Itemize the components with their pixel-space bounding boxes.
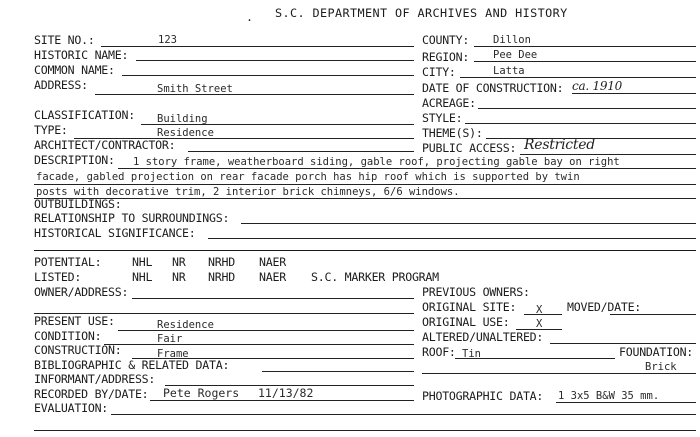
condition-value: Fair bbox=[157, 333, 183, 345]
foundation-label: FOUNDATION: bbox=[619, 345, 694, 359]
roof-label: ROOF: bbox=[422, 345, 456, 359]
recorded-date-value: 11/13/82 bbox=[258, 386, 314, 400]
photographic-data-line bbox=[556, 402, 696, 403]
moved-date-line bbox=[610, 314, 696, 315]
public-access-value: Restricted bbox=[524, 137, 596, 153]
recorded-by-label: RECORDED BY/DATE: bbox=[34, 387, 149, 401]
condition-line bbox=[104, 344, 414, 345]
marker-program-label: S.C. MARKER PROGRAM bbox=[311, 270, 439, 284]
description-line-2: facade, gabled projection on rear facade porch has hip roof which is supported by twin bbox=[36, 171, 580, 183]
owner-address-line bbox=[132, 298, 414, 299]
listed-nr: NR bbox=[172, 270, 186, 284]
region-value: Pee Dee bbox=[493, 49, 538, 61]
historical-significance-line bbox=[208, 238, 696, 239]
original-use-label: ORIGINAL USE: bbox=[422, 315, 510, 329]
city-label: CITY: bbox=[422, 65, 456, 79]
type-value: Residence bbox=[157, 127, 214, 139]
site-no-label: SITE NO.: bbox=[34, 33, 95, 47]
original-use-value: X bbox=[536, 318, 543, 330]
address-label: ADDRESS: bbox=[34, 78, 88, 92]
previous-owners-label: PREVIOUS OWNERS: bbox=[422, 285, 530, 299]
bibliographic-line bbox=[262, 371, 414, 372]
form-title: S.C. DEPARTMENT OF ARCHIVES AND HISTORY bbox=[275, 6, 568, 20]
description-rule-1 bbox=[118, 168, 696, 169]
common-name-line bbox=[122, 75, 414, 76]
historical-significance-label: HISTORICAL SIGNIFICANCE: bbox=[34, 226, 196, 240]
acreage-line bbox=[478, 108, 696, 109]
relationship-label: RELATIONSHIP TO SURROUNDINGS: bbox=[34, 211, 230, 225]
listed-label: LISTED: bbox=[34, 270, 82, 284]
site-no-line bbox=[101, 46, 414, 47]
common-name-label: COMMON NAME: bbox=[34, 63, 115, 77]
altered-line bbox=[550, 343, 696, 344]
original-site-value: X bbox=[536, 304, 543, 316]
county-value: Dillon bbox=[493, 34, 531, 46]
architect-line bbox=[188, 151, 414, 152]
county-label: COUNTY: bbox=[422, 33, 470, 47]
recorded-by-value: Pete Rogers bbox=[163, 386, 240, 400]
condition-label: CONDITION: bbox=[34, 329, 102, 343]
altered-label: ALTERED/UNALTERED: bbox=[422, 330, 544, 344]
present-use-value: Residence bbox=[157, 319, 214, 331]
public-access-label: PUBLIC ACCESS: bbox=[422, 141, 517, 155]
date-of-construction-value: ca. 1910 bbox=[572, 79, 623, 93]
potential-nhl: NHL bbox=[132, 255, 153, 269]
roof-line bbox=[455, 358, 615, 359]
description-rule-2 bbox=[34, 184, 696, 185]
site-no-value: 123 bbox=[158, 34, 177, 46]
informant-label: INFORMANT/ADDRESS: bbox=[34, 372, 156, 386]
date-of-construction-line bbox=[572, 93, 696, 94]
potential-label: POTENTIAL: bbox=[34, 255, 102, 269]
public-access-line bbox=[520, 154, 696, 155]
potential-naer: NAER bbox=[259, 255, 286, 269]
foundation-value: Brick bbox=[645, 361, 677, 373]
section-divider bbox=[34, 250, 696, 251]
listed-nhl: NHL bbox=[132, 270, 153, 284]
listed-nrhd: NRHD bbox=[208, 270, 235, 284]
evaluation-label: EVALUATION: bbox=[34, 401, 109, 415]
potential-nr: NR bbox=[172, 255, 186, 269]
style-label: STYLE: bbox=[422, 111, 463, 125]
photographic-data-label: PHOTOGRAPHIC DATA: bbox=[422, 389, 544, 403]
owner-address-label: OWNER/ADDRESS: bbox=[34, 285, 129, 299]
original-site-line bbox=[524, 314, 562, 315]
date-of-construction-label: DATE OF CONSTRUCTION: bbox=[422, 81, 564, 95]
historic-name-label: HISTORIC NAME: bbox=[34, 48, 129, 62]
classification-line bbox=[141, 124, 414, 125]
bibliographic-label: BIBLIOGRAPHIC & RELATED DATA: bbox=[34, 358, 230, 372]
evaluation-line-2 bbox=[34, 430, 696, 431]
recorded-by-line bbox=[150, 400, 414, 401]
construction-label: CONSTRUCTION: bbox=[34, 343, 122, 357]
acreage-label: ACREAGE: bbox=[422, 96, 476, 110]
description-line-1: 1 story frame, weatherboard siding, gable roof, projecting gable bay on right bbox=[133, 156, 620, 168]
roof-value: Tin bbox=[462, 348, 481, 360]
foundation-line bbox=[422, 373, 696, 374]
description-label: DESCRIPTION: bbox=[34, 153, 115, 167]
outbuildings-label: OUTBUILDINGS: bbox=[34, 197, 122, 211]
classification-value: Building bbox=[157, 113, 208, 125]
relationship-line bbox=[241, 223, 696, 224]
architect-label: ARCHITECT/CONTRACTOR: bbox=[34, 138, 176, 152]
description-rule-3 bbox=[34, 198, 696, 199]
evaluation-line bbox=[111, 414, 696, 415]
city-line bbox=[460, 77, 696, 78]
moved-date-label: MOVED/DATE: bbox=[567, 300, 642, 314]
type-label: TYPE: bbox=[34, 123, 68, 137]
potential-nrhd: NRHD bbox=[208, 255, 235, 269]
listed-naer: NAER bbox=[259, 270, 286, 284]
region-line bbox=[474, 61, 696, 62]
style-line bbox=[465, 123, 696, 124]
construction-value: Frame bbox=[157, 348, 189, 360]
present-use-label: PRESENT USE: bbox=[34, 314, 115, 328]
city-value: Latta bbox=[493, 65, 525, 77]
classification-label: CLASSIFICATION: bbox=[34, 108, 135, 122]
themes-label: THEME(S): bbox=[422, 126, 483, 140]
present-use-line bbox=[118, 330, 414, 331]
historic-name-line bbox=[136, 60, 414, 61]
address-value: Smith Street bbox=[157, 83, 233, 95]
region-label: REGION: bbox=[422, 50, 470, 64]
address-line bbox=[95, 94, 414, 95]
photographic-data-value: 1 3x5 B&W 35 mm. bbox=[558, 390, 660, 402]
county-line bbox=[474, 46, 696, 47]
header-mark: . bbox=[246, 10, 253, 24]
original-site-label: ORIGINAL SITE: bbox=[422, 300, 517, 314]
description-line-3: posts with decorative trim, 2 interior brick chimneys, 6/6 windows. bbox=[36, 186, 460, 198]
